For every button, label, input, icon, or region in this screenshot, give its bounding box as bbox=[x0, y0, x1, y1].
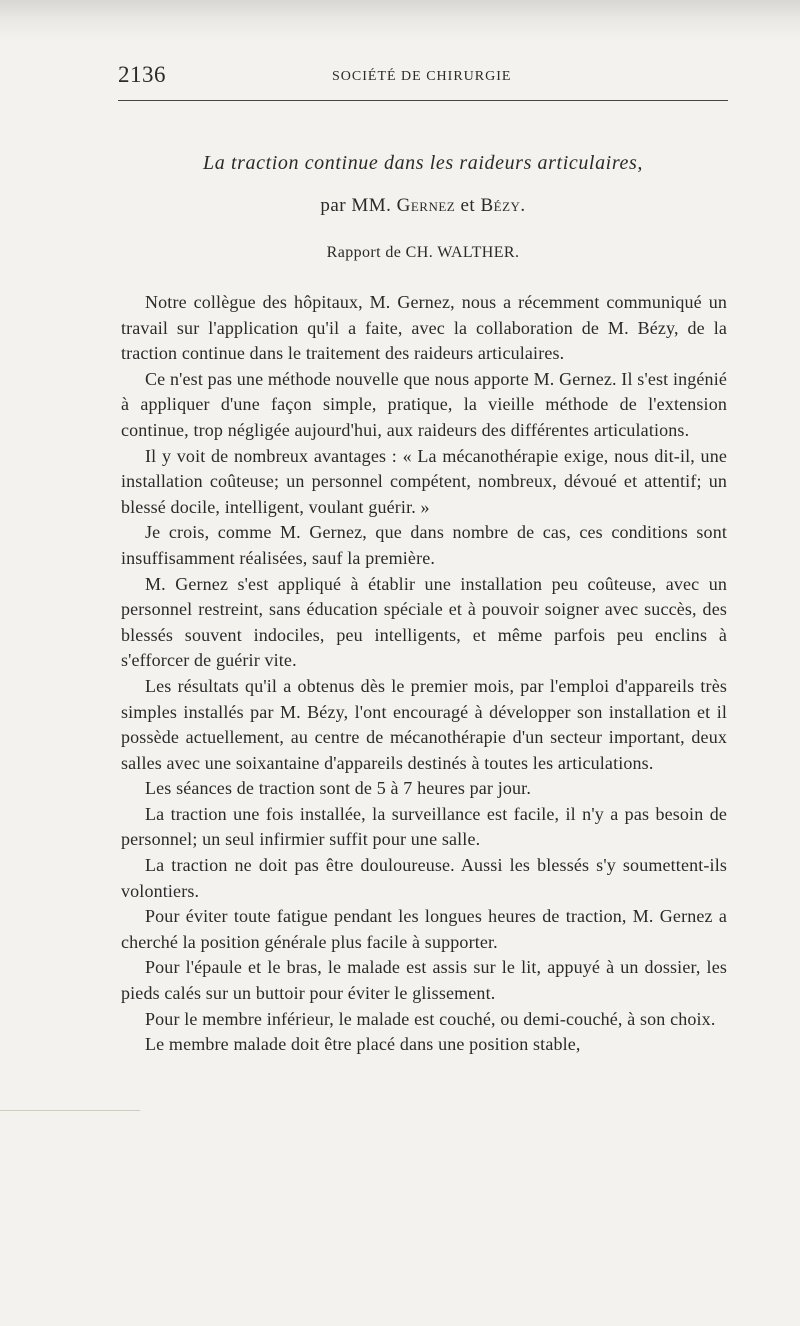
paragraph: Les séances de traction sont de 5 à 7 heures par jour. bbox=[145, 778, 531, 799]
running-title: SOCIÉTÉ DE CHIRURGIE bbox=[332, 69, 512, 84]
paragraph: Pour l'épaule et le bras, le malade est assis sur le lit, appuyé à un dossier, les pieds calés sur un buttoir pour éviter le glissement. bbox=[121, 957, 727, 1004]
paragraph: La traction une fois installée, la surveillance est facile, il n'y a pas besoin de personnel; un seul infirmier suffit pour une salle. bbox=[121, 803, 727, 850]
article-authors bbox=[118, 195, 728, 217]
page-number: 2136 bbox=[118, 62, 166, 87]
paragraph: Les résultats qu'il a obtenus dès le premier mois, par l'emploi d'appareils très simples installés par M. Bézy, l'ont encouragé à développer son installation et il possède actuellement, au centre de mécanothérapie d'un secteur important, deux salles avec une soixantaine d'appareils destinés à toutes les articulations. bbox=[121, 675, 727, 773]
paragraph: M. Gernez s'est appliqué à établir une installation peu coûteuse, avec un personnel restreint, sans éducation spéciale et à pouvoir soigner avec succès, des blessés souvent indociles, peu intelligents, et même parfois peu enclins à s'efforcer de guérir vite. bbox=[121, 573, 727, 671]
paragraph: Il y voit de nombreux avantages : « La mécanothérapie exige, nous dit-il, une installation coûteuse; un personnel compétent, nombreux, dévoué et attentif; un blessé docile, intelligent, voulant guérir. » bbox=[121, 445, 727, 517]
author-gernez: Gernez bbox=[396, 195, 456, 216]
paragraph: Le membre malade doit être placé dans une position stable, bbox=[145, 1034, 581, 1055]
scan-artifact-line bbox=[0, 1110, 140, 1111]
page-header bbox=[118, 58, 728, 98]
authors-prefix: par MM. bbox=[320, 195, 397, 216]
article-body bbox=[121, 290, 727, 1058]
authors-joiner: et bbox=[455, 195, 481, 216]
paragraph: La traction ne doit pas être douloureuse. Aussi les blessés s'y soumettent-ils volontiers. bbox=[121, 855, 727, 901]
paragraph: Ce n'est pas une méthode nouvelle que nous apporte M. Gernez. Il s'est ingénié à appliquer d'une façon simple, pratique, la vieille méthode de l'extension continue, trop négligée aujourd'hui, aux raideurs des différentes articulations. bbox=[121, 368, 727, 440]
header-rule bbox=[118, 100, 728, 101]
scan-edge bbox=[0, 0, 800, 40]
paragraph: Notre collègue des hôpitaux, M. Gernez, nous a récemment communiqué un travail sur l'application qu'il a faite, avec la collaboration de M. Bézy, de la traction continue dans le traitement des raideurs articulaires. bbox=[121, 292, 727, 364]
paragraph: Je crois, comme M. Gernez, que dans nombre de cas, ces conditions sont insuffisamment réalisées, sauf la première. bbox=[121, 522, 727, 568]
article-title: La traction continue dans les raideurs articulaires, bbox=[203, 152, 643, 174]
author-bezy: Bézy. bbox=[480, 195, 526, 216]
report-line: Rapport de CH. WALTHER. bbox=[326, 244, 520, 261]
paragraph: Pour éviter toute fatigue pendant les longues heures de traction, M. Gernez a cherché la position générale plus facile à supporter. bbox=[121, 906, 727, 952]
paragraph: Pour le membre inférieur, le malade est couché, ou demi-couché, à son choix. bbox=[145, 1008, 716, 1029]
